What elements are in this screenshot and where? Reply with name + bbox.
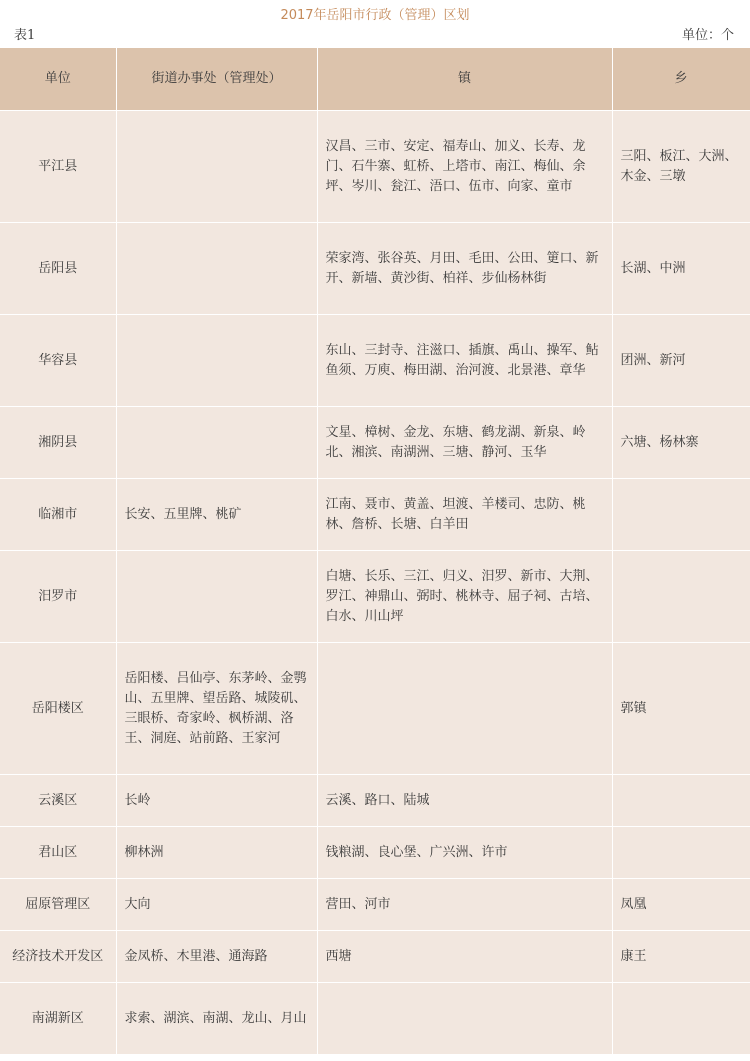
cell-unit: 经济技术开发区: [0, 931, 116, 983]
cell-township: [612, 551, 750, 643]
cell-unit: 湘阴县: [0, 407, 116, 479]
column-header-street: 街道办事处（管理处）: [116, 48, 317, 111]
table-row: [0, 407, 750, 479]
cell-township: 凤凰: [612, 879, 750, 931]
cell-township: 六塘、杨林寨: [612, 407, 750, 479]
cell-street: [116, 111, 317, 223]
cell-township: 长湖、中洲: [612, 223, 750, 315]
header-row: [0, 48, 750, 111]
cell-unit: 临湘市: [0, 479, 116, 551]
table-row: [0, 827, 750, 879]
cell-town: 文星、樟树、金龙、东塘、鹤龙湖、新泉、岭北、湘滨、南湖洲、三塘、静河、玉华: [317, 407, 612, 479]
cell-township: 康王: [612, 931, 750, 983]
cell-township: [612, 983, 750, 1055]
cell-street: 柳林洲: [116, 827, 317, 879]
cell-unit: 南湖新区: [0, 983, 116, 1055]
table-row: [0, 879, 750, 931]
cell-town: 江南、聂市、黄盖、坦渡、羊楼司、忠防、桃林、詹桥、长塘、白羊田: [317, 479, 612, 551]
unit-note: 单位：个: [681, 28, 734, 43]
column-header-town: 镇: [317, 48, 612, 111]
cell-unit: 平江县: [0, 111, 116, 223]
cell-unit: 云溪区: [0, 775, 116, 827]
cell-township: 三阳、板江、大洲、木金、三墩: [612, 111, 750, 223]
cell-unit: 华容县: [0, 315, 116, 407]
table-row: [0, 479, 750, 551]
cell-unit: 君山区: [0, 827, 116, 879]
cell-street: [116, 407, 317, 479]
cell-unit: 岳阳楼区: [0, 643, 116, 775]
cell-town: 汉昌、三市、安定、福寿山、加义、长寿、龙门、石牛寨、虹桥、上塔市、南江、梅仙、余坪、岑川、瓮江、浯口、伍市、向家、童市: [317, 111, 612, 223]
division-table: [0, 48, 750, 1055]
cell-township: 郭镇: [612, 643, 750, 775]
cell-town: 白塘、长乐、三江、归义、汨罗、新市、大荆、罗江、神鼎山、弼时、桃林寺、屈子祠、古培、白水、川山坪: [317, 551, 612, 643]
cell-unit: 屈原管理区: [0, 879, 116, 931]
cell-town: 云溪、路口、陆城: [317, 775, 612, 827]
cell-unit: 汨罗市: [0, 551, 116, 643]
cell-unit: 岳阳县: [0, 223, 116, 315]
cell-street: 金凤桥、木里港、通海路: [116, 931, 317, 983]
cell-town: 荣家湾、张谷英、月田、毛田、公田、筻口、新开、新墙、黄沙街、柏祥、步仙杨林街: [317, 223, 612, 315]
cell-township: 团洲、新河: [612, 315, 750, 407]
cell-street: [116, 551, 317, 643]
table-row: [0, 315, 750, 407]
table-row: [0, 775, 750, 827]
cell-street: 长安、五里牌、桃矿: [116, 479, 317, 551]
table-number: 表1: [14, 28, 36, 43]
cell-town: 东山、三封寺、注滋口、插旗、禹山、操军、鲇鱼须、万庾、梅田湖、治河渡、北景港、章华: [317, 315, 612, 407]
cell-town: [317, 983, 612, 1055]
table-row: [0, 931, 750, 983]
cell-township: [612, 479, 750, 551]
table-title: 2017年岳阳市行政（管理）区划: [280, 8, 470, 23]
cell-street: [116, 315, 317, 407]
table-row: [0, 643, 750, 775]
cell-street: 大向: [116, 879, 317, 931]
cell-township: [612, 775, 750, 827]
cell-town: 钱粮湖、良心堡、广兴洲、许市: [317, 827, 612, 879]
cell-street: 长岭: [116, 775, 317, 827]
column-header-unit: 单位: [0, 48, 116, 111]
table-row: [0, 111, 750, 223]
table-row: [0, 551, 750, 643]
table-row: [0, 983, 750, 1055]
cell-street: [116, 223, 317, 315]
cell-street: 求索、湖滨、南湖、龙山、月山: [116, 983, 317, 1055]
column-header-township: 乡: [612, 48, 750, 111]
cell-town: 西塘: [317, 931, 612, 983]
cell-town: 营田、河市: [317, 879, 612, 931]
cell-street: 岳阳楼、吕仙亭、东茅岭、金鹗山、五里牌、望岳路、城陵矶、三眼桥、奇家岭、枫桥湖、洛王、洞庭、站前路、王家河: [116, 643, 317, 775]
cell-township: [612, 827, 750, 879]
table-row: [0, 223, 750, 315]
cell-town: [317, 643, 612, 775]
